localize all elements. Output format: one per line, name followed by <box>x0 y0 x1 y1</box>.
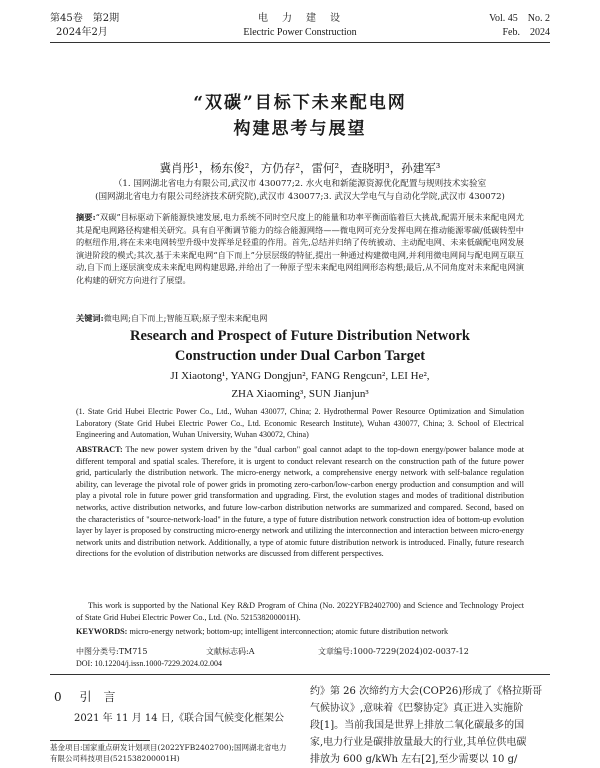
header-journal-en: Electric Power Construction <box>243 27 357 38</box>
title-en-line2: Construction under Dual Carbon Target <box>174 348 426 364</box>
keywords-en-label: KEYWORDS: <box>76 627 128 636</box>
right-column-line: 排放为 600 g/kWh 左右[2],至少需要以 10 g/ <box>310 754 518 765</box>
abstract-en-label: ABSTRACT: <box>76 445 123 454</box>
clc-number: 中图分类号:TM715 <box>76 647 148 656</box>
fund-note: 基金项目:国家重点研发计划项目(2022YFB2402700);国网湖北省电力有限公司科技项目(521538200001H) <box>50 743 287 763</box>
header-journal-cn: 电 力 建 设 <box>258 13 342 24</box>
section-heading <box>54 688 115 705</box>
meta-rule <box>50 674 550 675</box>
header-date-cn: 2024年2月 <box>56 27 108 38</box>
right-column-text <box>310 683 550 768</box>
title-cn-line1: “双碳”目标下未来配电网 <box>193 93 407 113</box>
right-column-line: 气候协议》,意味着《巴黎协定》真正进入实施阶 <box>310 703 524 714</box>
section-number: 0 <box>54 690 62 704</box>
abstract-cn-label: 摘要: <box>76 212 96 222</box>
right-column-line: 约》第 26 次缔约方大会(COP26)形成了《格拉斯哥 <box>310 686 543 697</box>
doi: DOI: 10.12204/j.issn.1000-7229.2024.02.004 <box>76 659 222 668</box>
header-rule <box>50 42 550 43</box>
authors-cn: 冀肖彤¹，杨东俊²，方仍存²，雷何²，查晓明³，孙建军³ <box>159 161 441 175</box>
footnote-rule <box>50 740 150 741</box>
abstract-cn-text: “双碳”目标驱动下新能源快速发展,电力系统不同时空尺度上的能量和功率平衡面临着巨大挑战,配需开展未来配电网尤其是配电网路径构建相关研究。具有自平衡调节能力的综合能源网络——微电网可充分发挥电网在推动能源零碳/低碳转型中的枢纽作用,将在未来电网转型升级中发挥举足轻重的作用。首先,总结并归纳了传统被动、主动配电网、未来低碳配电网发展演进阶段的模式;其次,基于未来配电网“自下而上”分层层级的特征,提出一种通过构建微电网,并利用微电网间与配电网互联互动,自下而上逐层演变成未来配电网构建思路,并给出了一种原子型未来配电网组网形态构想;最后,从不同角度对未来配电网演化构建的研究方向进行了展望。 <box>76 212 524 285</box>
keywords-en-text: micro-energy network; bottom-up; intelligent interconnection; atomic future distribution network <box>129 627 449 636</box>
right-column-line: 家,电力行业是碳排放量最大的行业,其单位供电碳 <box>310 737 527 748</box>
keywords-cn-label: 关键词: <box>76 313 104 323</box>
affiliation-cn-line1: （1. 国网湖北省电力有限公司,武汉市 430077;2. 水火电和新能源资源优化配置与规则技术实验室 <box>113 179 487 189</box>
article-number: 文章编号:1000-7229(2024)02-0037-12 <box>318 647 469 656</box>
header-volume-en: Vol. 45 No. 2 <box>489 13 550 24</box>
section-title: 引 言 <box>79 690 116 704</box>
header-date-en: Feb. 2024 <box>502 27 550 38</box>
keywords-cn-text: 微电网;自下而上;智能互联;原子型未来配电网 <box>103 313 268 323</box>
authors-en-line2: ZHA Xiaoming³, SUN Jianjun³ <box>231 388 369 400</box>
keywords-en <box>76 626 524 638</box>
abstract-en-text: The new power system driven by the "dual carbon" goal cannot adapt to the top-down energy/power balance mode at different temporal and spatial scales. Therefore, it is urgent to conduct relevant research on the construction path of the future power grid, particularly the distribution network. The micro-energy network, a comprehensive energy network with self-balance regulation ability, can leverage the pivotal role of power grids in promoting zero-carbon/low-carbon energy production and consumption and will play a pivotal role in future power grid transformation and upgrading. First, the evolution stages and modes of traditional distribution networks, active distribution networks, and future low-carbon distribution networks are summarized and compared. Second, based on the characteristics of "source-network-load" in the future, a type of future distribution network construction idea of bottom-up evolution layer by layer is proposed by constructing micro-energy network and utilizing the interconnection and interaction between micro-energy network units and distribution network. Additionally, a type of atomic future distribution network is introduced. Finally, future research directions for the evolution of distribution networks are discussed from different perspectives. <box>76 445 524 559</box>
header-volume-cn: 第45卷 第2期 <box>50 13 120 24</box>
affiliation-en: (1. State Grid Hubei Electric Power Co., Ltd., Wuhan 430077, China; 2. Hydrothermal Power Resource Optimization and Simulation Laboratory (State Grid Hubei Electric Power Co., Ltd. Economic Research Institute), Wuhan 430077, China; 3. School of Electrical Engineering and Automation, Wuhan University, Wuhan 430072, China) <box>76 407 524 440</box>
authors-en-line1: JI Xiaotong¹, YANG Dongjun², FANG Rengcun², LEI He², <box>170 370 430 382</box>
title-cn-line2: 构建思考与展望 <box>233 119 367 139</box>
keywords-cn <box>76 312 524 325</box>
abstract-en <box>76 444 524 560</box>
intro-paragraph-start: 2021 年 11 月 14 日,《联合国气候变化框架公 <box>74 713 284 724</box>
title-en-line1: Research and Prospect of Future Distribution Network <box>130 328 470 344</box>
right-column-line: 段[1]。当前我国是世界上排放二氧化碳最多的国 <box>310 720 525 731</box>
affiliation-cn-line2: (国网湖北省电力有限公司经济技术研究院),武汉市 430077;3. 武汉大学电气与自动化学院,武汉市 430072) <box>95 192 505 202</box>
document-code: 文献标志码:A <box>206 647 255 656</box>
abstract-cn <box>76 211 524 287</box>
support-en: This work is supported by the National Key R&D Program of China (No. 2022YFB2402700) and Science and Technology Project of State Grid Hubei Electric Power Co., Ltd. (No. 521538200001H). <box>76 601 524 622</box>
